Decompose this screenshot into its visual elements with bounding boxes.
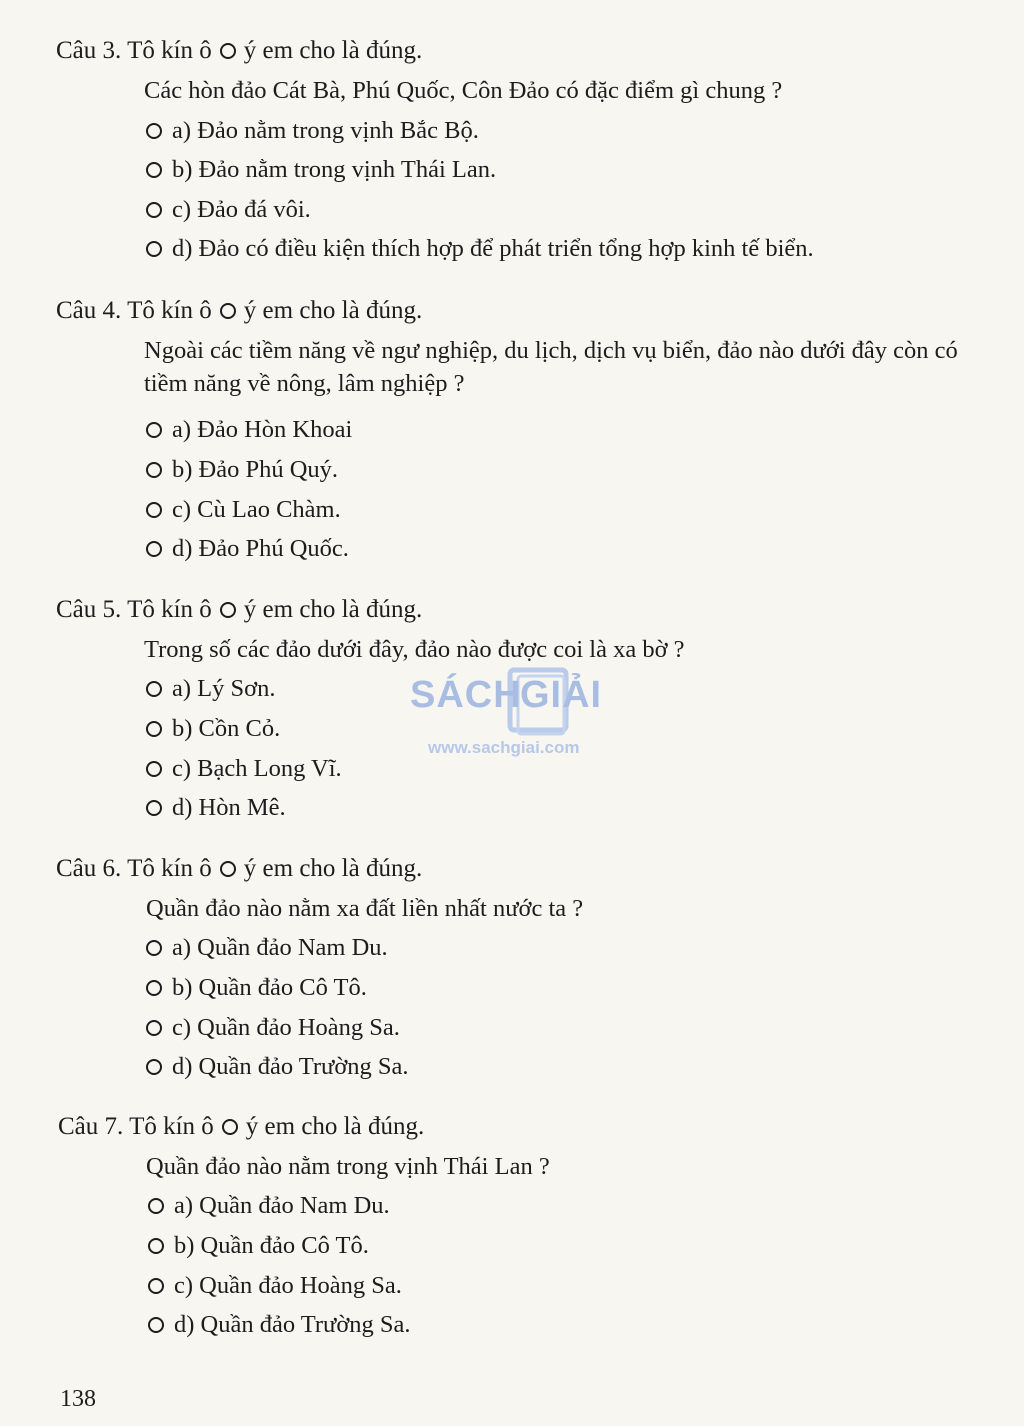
watermark-logo: [410, 664, 620, 764]
question-3-option-a[interactable]: [146, 116, 479, 146]
question-4-option-d[interactable]: [146, 534, 349, 564]
circle-icon: [222, 1119, 238, 1135]
option-label: a) Quần đảo Nam Du.: [172, 934, 388, 961]
question-4-option-a[interactable]: [146, 415, 352, 445]
circle-icon: [220, 43, 236, 59]
question-4-option-b[interactable]: [146, 455, 338, 485]
question-4-label: Câu 4. Tô kín ô: [56, 297, 212, 324]
question-3-heading: [56, 36, 422, 66]
option-label: d) Đảo có điều kiện thích hợp để phát triển tổng hợp kinh tế biển.: [172, 235, 814, 262]
option-label: b) Quần đảo Cô Tô.: [172, 974, 367, 1001]
question-6-instruction: ý em cho là đúng.: [243, 855, 423, 882]
question-6-text: Quần đảo nào nằm xa đất liền nhất nước ta ?: [146, 895, 584, 922]
option-label: c) Quần đảo Hoàng Sa.: [172, 1014, 400, 1041]
option-label: c) Bạch Long Vĩ.: [172, 755, 342, 782]
question-7-text: Quần đảo nào nằm trong vịnh Thái Lan ?: [146, 1153, 550, 1180]
question-4-text: Ngoài các tiềm năng về ngư nghiệp, du lịch, dịch vụ biển, đảo nào dưới đây còn có tiềm năng về nông, lâm nghiệp ?: [144, 337, 958, 397]
option-label: b) Đảo Phú Quý.: [172, 456, 339, 483]
answer-bubble[interactable]: [148, 1317, 164, 1333]
question-5-option-b[interactable]: [146, 714, 280, 744]
circle-icon: [220, 303, 236, 319]
option-label: c) Quần đảo Hoàng Sa.: [174, 1272, 402, 1299]
question-7-option-a[interactable]: [148, 1191, 390, 1221]
question-6-option-c[interactable]: [146, 1013, 400, 1043]
question-6-heading: [56, 854, 422, 884]
answer-bubble[interactable]: [148, 1198, 164, 1214]
option-label: d) Hòn Mê.: [172, 794, 286, 821]
watermark-left-word: SÁCH: [410, 674, 522, 716]
option-label: d) Đảo Phú Quốc.: [172, 535, 349, 562]
question-7-option-b[interactable]: [148, 1231, 369, 1261]
question-3-option-b[interactable]: [146, 155, 496, 185]
question-4-instruction: ý em cho là đúng.: [243, 297, 423, 324]
answer-bubble[interactable]: [146, 162, 162, 178]
option-label: a) Đảo nằm trong vịnh Bắc Bộ.: [172, 117, 479, 144]
option-label: a) Quần đảo Nam Du.: [174, 1192, 390, 1219]
question-5-option-a[interactable]: [146, 674, 275, 704]
question-7-instruction: ý em cho là đúng.: [245, 1113, 425, 1140]
option-label: a) Lý Sơn.: [172, 675, 276, 702]
question-5-heading: [56, 595, 422, 625]
question-4-option-c[interactable]: [146, 495, 341, 525]
question-5-text: Trong số các đảo dưới đây, đảo nào được coi là xa bờ ?: [144, 636, 685, 663]
option-label: d) Quần đảo Trường Sa.: [174, 1311, 411, 1338]
answer-bubble[interactable]: [146, 422, 162, 438]
question-3-option-c[interactable]: [146, 195, 311, 225]
answer-bubble[interactable]: [146, 1020, 162, 1036]
question-6-option-d[interactable]: [146, 1052, 409, 1082]
answer-bubble[interactable]: [146, 800, 162, 816]
watermark-right-word: GIẢI: [520, 674, 603, 716]
question-5-option-d[interactable]: [146, 793, 286, 823]
answer-bubble[interactable]: [146, 202, 162, 218]
question-5-option-c[interactable]: [146, 754, 342, 784]
option-label: b) Cồn Cỏ.: [172, 715, 281, 742]
question-7-option-d[interactable]: [148, 1310, 411, 1340]
question-7-option-c[interactable]: [148, 1271, 402, 1301]
question-4-heading: [56, 296, 422, 326]
question-7-heading: [58, 1112, 424, 1142]
circle-icon: [220, 861, 236, 877]
question-3-label: Câu 3. Tô kín ô: [56, 37, 212, 64]
answer-bubble[interactable]: [146, 721, 162, 737]
question-5-instruction: ý em cho là đúng.: [243, 596, 423, 623]
question-3-instruction: ý em cho là đúng.: [243, 37, 423, 64]
option-label: d) Quần đảo Trường Sa.: [172, 1053, 409, 1080]
option-label: b) Quần đảo Cô Tô.: [174, 1232, 369, 1259]
question-5-label: Câu 5. Tô kín ô: [56, 596, 212, 623]
answer-bubble[interactable]: [148, 1278, 164, 1294]
question-6-option-b[interactable]: [146, 973, 367, 1003]
option-label: a) Đảo Hòn Khoai: [172, 416, 353, 443]
answer-bubble[interactable]: [146, 980, 162, 996]
question-3-text: Các hòn đảo Cát Bà, Phú Quốc, Côn Đảo có đặc điểm gì chung ?: [144, 77, 783, 104]
answer-bubble[interactable]: [146, 940, 162, 956]
answer-bubble[interactable]: [146, 462, 162, 478]
answer-bubble[interactable]: [146, 502, 162, 518]
circle-icon: [220, 602, 236, 618]
option-label: b) Đảo nằm trong vịnh Thái Lan.: [172, 156, 497, 183]
page-number: 138: [60, 1386, 96, 1412]
answer-bubble[interactable]: [146, 681, 162, 697]
question-7-label: Câu 7. Tô kín ô: [58, 1113, 214, 1140]
answer-bubble[interactable]: [146, 123, 162, 139]
answer-bubble[interactable]: [146, 761, 162, 777]
question-6-option-a[interactable]: [146, 933, 388, 963]
option-label: c) Cù Lao Chàm.: [172, 496, 341, 523]
answer-bubble[interactable]: [148, 1238, 164, 1254]
answer-bubble[interactable]: [146, 241, 162, 257]
answer-bubble[interactable]: [146, 541, 162, 557]
question-6-label: Câu 6. Tô kín ô: [56, 855, 212, 882]
question-3-option-d[interactable]: [146, 234, 814, 264]
answer-bubble[interactable]: [146, 1059, 162, 1075]
option-label: c) Đảo đá vôi.: [172, 196, 311, 223]
watermark-url: www.sachgiai.com: [428, 738, 580, 757]
